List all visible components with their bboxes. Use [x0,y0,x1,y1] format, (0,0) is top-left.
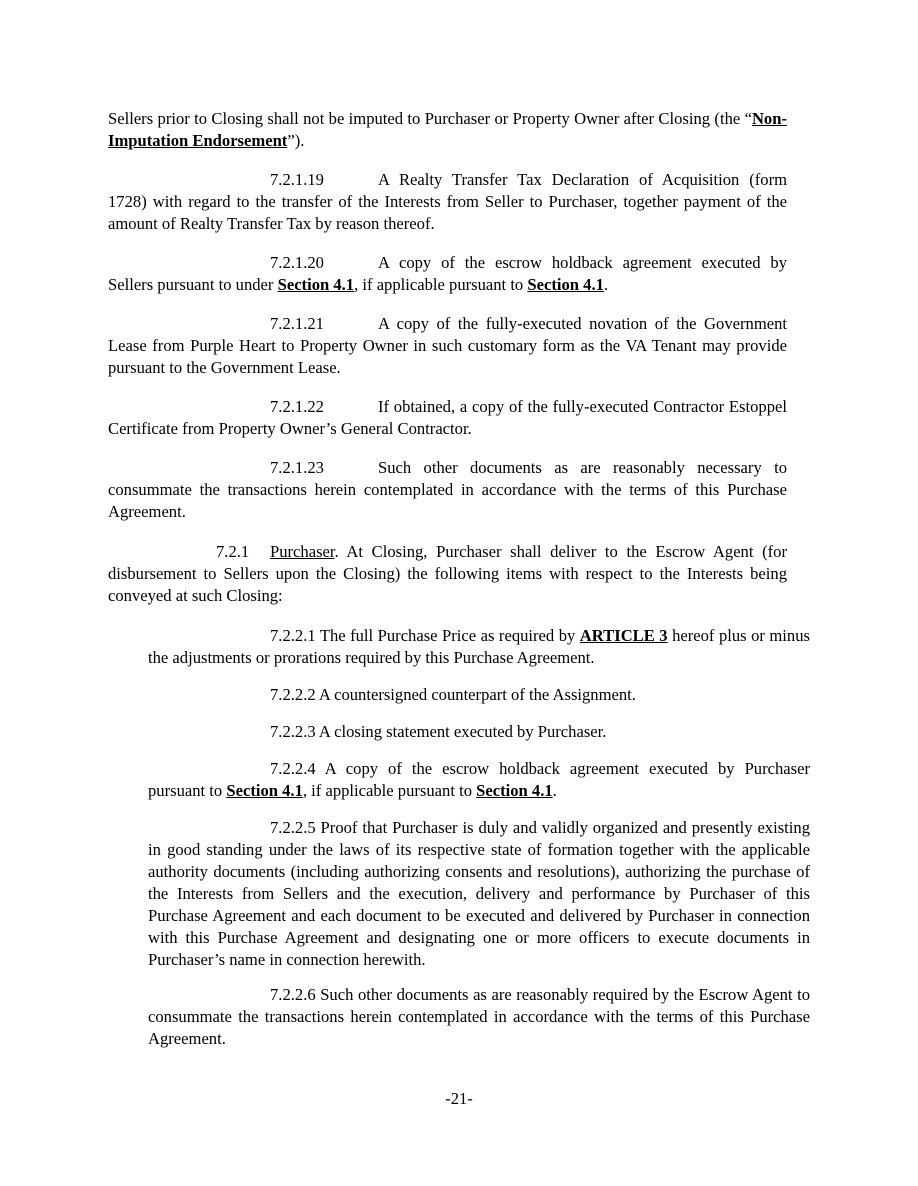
defined-term: Non-Imputation Endorsement [108,109,787,150]
section-number: 7.2.1.21 [270,314,324,333]
page-number: -21- [445,1089,473,1108]
paragraph-text: A closing statement executed by Purchaser. [315,722,607,741]
paragraph-text: . [603,275,609,294]
paragraph-text: The full Purchase Price as required by [315,626,580,645]
section-number: 7.2.2.6 [270,985,316,1004]
section-reference: Section 4.1 [226,781,303,800]
paragraph-text: , if applicable pursuant to [302,781,477,800]
paragraph-7-2-2-1 [148,625,810,669]
paragraph-text: A copy of the fully-executed novation of the Government Lease from Purple Heart to Property Owner in such customary form as the VA Tenant may provide pursuant to the Government Lease. [108,314,787,377]
paragraph-text: . [552,781,557,800]
paragraph-7-2-1-21 [108,313,787,379]
section-number: 7.2.1.20 [270,253,324,272]
paragraph-7-2-1-22 [108,396,787,440]
paragraph-7-2-1-20 [108,252,787,296]
section-number: 7.2.1 [216,542,250,561]
paragraph-text: A Realty Transfer Tax Declaration of Acquisition (form 1728) with regard to the transfer of the Interests from Seller to Purchaser, together payment of the amount of Realty Transfer Tax by reason thereof. [108,170,787,233]
article-reference: ARTICLE 3 [579,626,668,645]
section-number: 7.2.2.1 [270,626,316,645]
section-number: 7.2.2.5 [270,818,316,837]
paragraph-text: . At Closing, Purchaser shall deliver to the Escrow Agent (for disbursement to Sellers upon the Closing) the following items with respect to the Interests being conveyed at such Closing: [108,542,787,605]
paragraph-text: Such other documents as are reasonably required by the Escrow Agent to consummate the transactions herein contemplated in accordance with the terms of this Purchase Agreement. [148,985,810,1048]
paragraph-text: A copy of the escrow holdback agreement executed by Sellers pursuant to under [108,253,787,294]
section-number: 7.2.2.2 [270,685,316,704]
section-7-2-2-purchaser [108,541,787,607]
paragraph-7-2-1-23 [108,457,787,523]
section-reference: Section 4.1 [476,781,553,800]
paragraph-7-2-2-5 [148,817,810,971]
section-number: 7.2.1.23 [270,458,324,477]
paragraph-text: A countersigned counterpart of the Assignment. [315,685,636,704]
paragraph-text: Proof that Purchaser is duly and validly organized and presently existing in good standing under the laws of its respective state of formation together with the applicable authority documents (including authorizing consents and resolutions), authorizing the purchase of the Interests from Sellers and the execution, delivery and performance by Purchaser of this Purchase Agreement and each document to be executed and delivered by Purchaser in connection with this Purchase Agreement and designating one or more officers to execute documents in Purchaser’s name in connection herewith. [148,818,810,969]
section-reference: Section 4.1 [527,275,604,294]
section-reference: Section 4.1 [277,275,355,294]
paragraph-text: A copy of the escrow holdback agreement executed by Purchaser pursuant to [148,759,810,800]
section-number: 7.2.1.19 [270,170,324,189]
paragraph-text: ”). [287,131,305,150]
paragraph-7-2-2-6 [148,984,810,1050]
paragraph-text: , if applicable pursuant to [354,275,528,294]
paragraph-7-2-2-3 [148,721,810,743]
paragraph-7-2-2-2 [148,684,810,706]
paragraph-text: Such other documents as are reasonably necessary to consummate the transactions herein contemplated in accordance with the terms of this Purchase Agreement. [108,458,787,521]
section-number: 7.2.2.4 [270,759,316,778]
section-number: 7.2.1.22 [270,397,324,416]
section-number: 7.2.2.3 [270,722,316,741]
paragraph-text: Sellers prior to Closing shall not be imputed to Purchaser or Property Owner after Closing (the “ [108,109,752,128]
paragraph-7-2-2-4 [148,758,810,802]
paragraph-text: If obtained, a copy of the fully-executed Contractor Estoppel Certificate from Property Owner’s General Contractor. [108,397,787,438]
paragraph-continuation [108,108,787,152]
paragraph-text: hereof plus or minus the adjustments or prorations required by this Purchase Agreement. [148,626,810,667]
paragraph-7-2-1-19 [108,169,787,235]
section-heading: Purchaser [270,542,335,561]
